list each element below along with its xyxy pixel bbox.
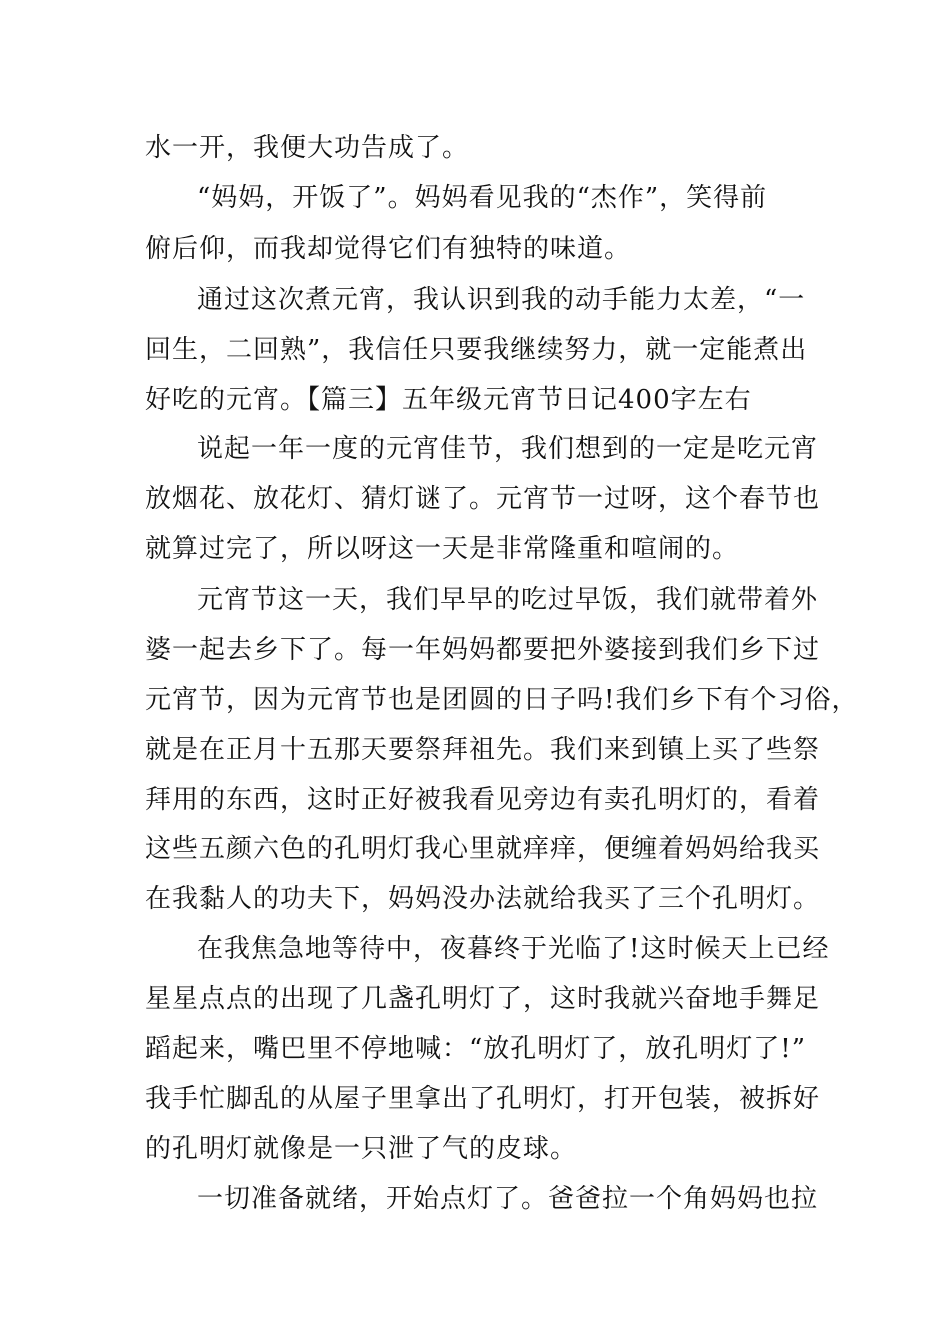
- text-line: 说起一年一度的元宵佳节，我们想到的一定是吃元宵: [197, 434, 819, 464]
- text-line: 蹈起来，嘴巴里不停地喊：“放孔明灯了，放孔明灯了!”: [145, 1034, 807, 1064]
- text-line: 在我焦急地等待中，夜暮终于光临了!这时候天上已经: [197, 934, 830, 964]
- text-line: 的孔明灯就像是一只泄了气的皮球。: [145, 1134, 578, 1164]
- text-line: 俯后仰，而我却觉得它们有独特的味道。: [145, 234, 632, 264]
- text-line: 一切准备就绪，开始点灯了。爸爸拉一个角妈妈也拉: [197, 1184, 819, 1214]
- text-line: 水一开，我便大功告成了。: [145, 133, 470, 163]
- text-line: 就是在正月十五那天要祭拜祖先。我们来到镇上买了些祭: [145, 735, 821, 765]
- text-line: 我手忙脚乱的从屋子里拿出了孔明灯，打开包装，被拆好: [145, 1084, 821, 1114]
- text-line: 星星点点的出现了几盏孔明灯了，这时我就兴奋地手舞足: [145, 984, 821, 1014]
- text-line: 好吃的元宵。【篇三】五年级元宵节日记400字左右: [145, 385, 752, 415]
- text-line: 元宵节这一天，我们早早的吃过早饭，我们就带着外: [197, 585, 819, 615]
- text-line: 拜用的东西，这时正好被我看见旁边有卖孔明灯的，看着: [145, 785, 821, 815]
- text-line: 放烟花、放花灯、猜灯谜了。元宵节一过呀，这个春节也: [145, 484, 821, 514]
- text-line: 元宵节，因为元宵节也是团圆的日子吗!我们乡下有个习俗，: [145, 685, 859, 715]
- text-line: “妈妈，开饭了”。妈妈看见我的“杰作”，笑得前: [197, 183, 768, 213]
- text-line: 就算过完了，所以呀这一天是非常隆重和喧闹的。: [145, 534, 740, 564]
- text-line: 在我黏人的功夫下，妈妈没办法就给我买了三个孔明灯。: [145, 884, 821, 914]
- text-line: 婆一起去乡下了。每一年妈妈都要把外婆接到我们乡下过: [145, 635, 821, 665]
- text-line: 回生，二回熟”，我信任只要我继续努力，就一定能煮出: [145, 335, 808, 365]
- text-line: 通过这次煮元宵，我认识到我的动手能力太差，“一: [197, 285, 806, 315]
- text-line: 这些五颜六色的孔明灯我心里就痒痒，便缠着妈妈给我买: [145, 834, 821, 864]
